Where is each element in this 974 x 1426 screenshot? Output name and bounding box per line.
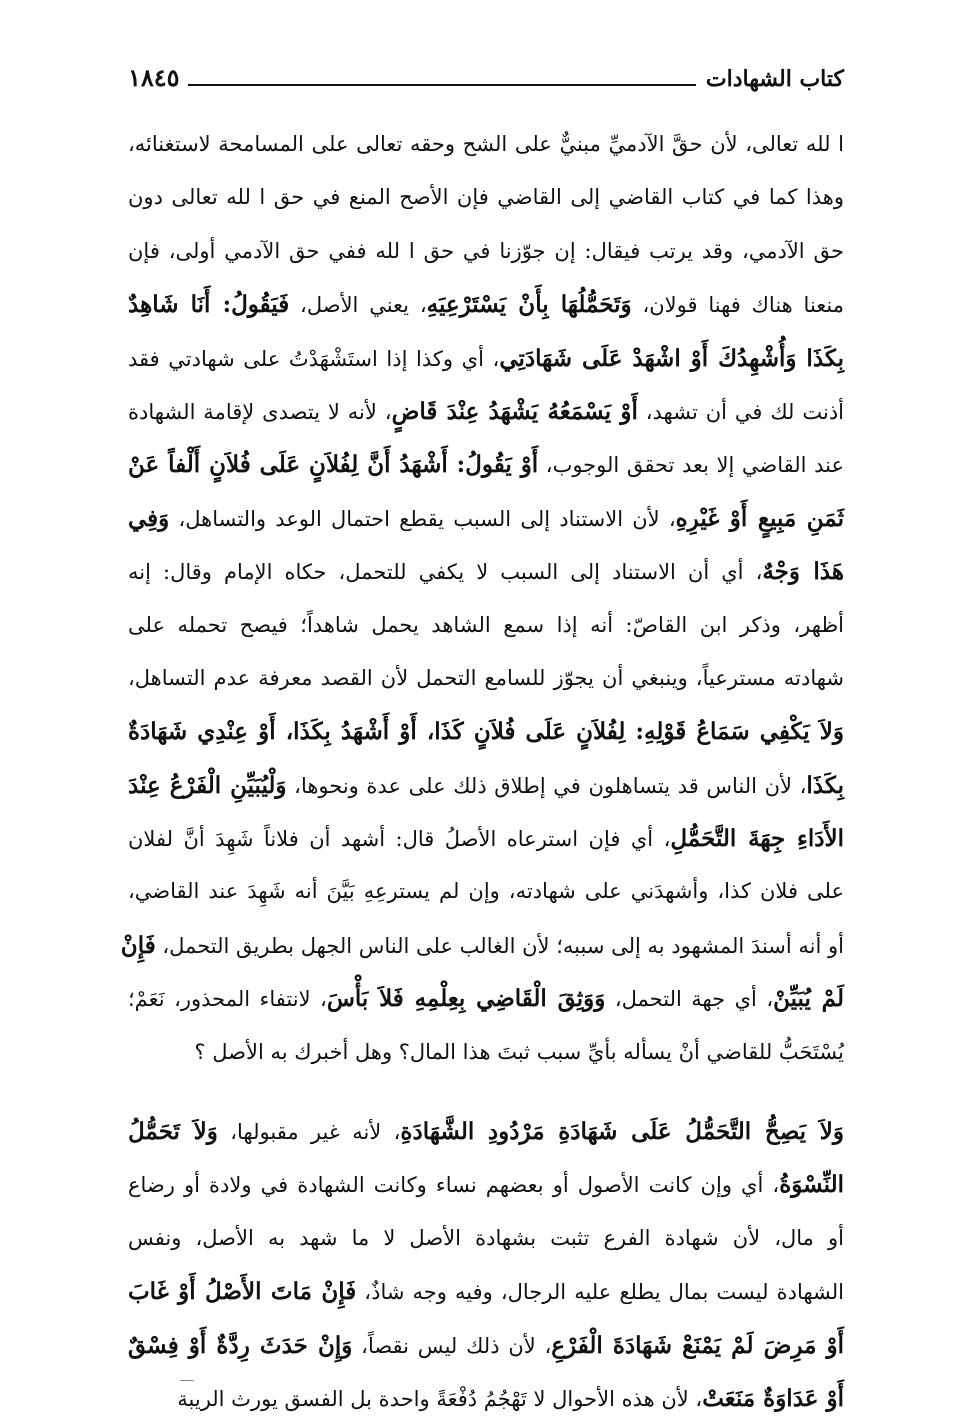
matn-text: وَلاَ تَحَمُّلُ [128, 1118, 218, 1146]
commentary-text: ، أي وكذا إذا استَشْهَدْتُ على شهادتي فقد [128, 346, 500, 371]
commentary-text: ، لأن الناس قد يتساهلون في إطلاق ذلك على عدة ونحوها، [286, 773, 807, 798]
commentary-text: شهادته مسترعياً، وينبغي أن يجوّز للسامع التحمل لأن القصد معرفة عدم التساهل، [128, 665, 844, 690]
commentary-text: أو مال، لأن شهادة الفرع تثبت بشهادة الأصل لا ما شهد به الأصل، ونفس [128, 1225, 844, 1250]
matn-text: وَإِنْ حَدَثَ رِدَّةٌ أَوْ فِسْقٌ [128, 1331, 353, 1359]
matn-text: لَمْ يُبَيِّنْ [773, 985, 844, 1013]
matn-text: وَلاَ يَصِحُّ التَّحَمُّلُ عَلَى شَهَادَةِ مَرْدُودِ الشَّهَادَةِ [400, 1118, 845, 1146]
commentary-text: ، يعني الأصل، [289, 293, 427, 318]
matn-text: فَإِنْ [120, 931, 156, 959]
matn-text: وَفِي [128, 504, 170, 532]
text-line [128, 599, 844, 652]
commentary-text: منعنا هناك فهنا قولان، [631, 293, 844, 318]
matn-text: وَوَثِقَ الْقَاضِي بِعِلْمِهِ فَلاَ بَأْسَ [326, 985, 606, 1013]
text-line [128, 1265, 844, 1318]
commentary-text: ، أي أن الاستناد إلى السبب لا يكفي للتحمل، حكاه الإمام وقال: إنه [128, 560, 763, 585]
text-line [128, 972, 844, 1025]
commentary-text: ا لله تعالى، لأن حقَّ الآدميِّ مبنيٌّ على الشح وحقه تعالى على المسامحة لاستغنائه، [128, 132, 844, 156]
commentary-text: أذنت لك في أن تشهد، [637, 399, 845, 424]
text-line [128, 385, 844, 438]
matn-text: بِكَذَا وَأُشْهِدُكَ أَوْ اشْهَدْ عَلَى شَهَادَتِي [499, 344, 844, 372]
matn-text: النِّسْوَةُ [779, 1171, 844, 1199]
text-line [128, 278, 844, 331]
matn-text: وَتَحَمُّلُهَا بِأَنْ يَسْتَرْعِيَهِ [426, 291, 632, 319]
page-body-text [120, 118, 845, 1425]
commentary-text: حق الآدمي، وقد يرتب فيقال: إن جوّزنا في حق ا لله ففي حق الآدمي أولى، فإن [128, 238, 844, 263]
text-line [128, 1319, 844, 1372]
commentary-text: ، أي فإن استرعاه الأصلُ قال: أشهد أن فلاناً شَهِدَ أنَّ لفلان [128, 827, 671, 852]
text-line [128, 812, 844, 865]
text-line [128, 759, 844, 812]
matn-text: أَوْ يَسْمَعُهُ يَشْهَدُ عِنْدَ قَاضٍ [391, 397, 638, 425]
book-title: كتاب الشهادات [705, 66, 844, 92]
matn-text: بِكَذَا [806, 771, 844, 799]
page-number: ١٨٤٥ [128, 63, 180, 92]
matn-text: الأَدَاءِ جِهَةَ التَّحَمُّلِ [670, 825, 844, 853]
text-line [128, 545, 844, 598]
text-line [128, 332, 844, 385]
text-line [128, 705, 844, 758]
text-line [128, 438, 844, 491]
commentary-text: وهذا كما في كتاب القاضي إلى القاضي فإن الأصح المنع في حق ا لله تعالى دون [128, 185, 844, 210]
header-rule [188, 84, 696, 86]
matn-text: فَيَقُولُ: أَنَا شَاهِدٌ [128, 291, 290, 319]
commentary-text: على فلان كذا، وأشهدَني على شهادته، وإن لم يسترعِهِ بَيَّنَ أنه شَهِدَ عند القاضي، [128, 879, 844, 904]
commentary-text: أو أنه أسندَ المشهود به إلى سببه؛ لأن الغالب على الناس الجهل بطريق التحمل، [155, 933, 844, 958]
commentary-text: ، لأن الاستناد إلى السبب يقطع احتمال الوعد والتساهل، [169, 506, 676, 531]
text-line [128, 1158, 844, 1211]
text-line [128, 652, 844, 705]
paragraph-gap [128, 1079, 844, 1105]
matn-text: ثَمَنِ مَبِيعٍ أَوْ غَيْرِهِ [675, 504, 844, 532]
matn-text: أَوْ يَقُولُ: أَشْهَدُ أَنَّ لِفُلاَنٍ عَلَى فُلاَنٍ أَلْفاً عَنْ [128, 451, 539, 479]
matn-text: هَذَا وَجْهٌ [762, 558, 844, 586]
commentary-text: ، لأن هذه الأحوال لا تَهْجُمُ دُفْعَةً واحدة بل الفسق يورث الريبة [177, 1386, 703, 1411]
text-line [128, 225, 844, 278]
text-line [128, 1212, 844, 1265]
text-line [128, 171, 844, 224]
matn-text: وَلاَ يَكْفِي سَمَاعُ قَوْلِهِ: لِفُلاَنٍ عَلَى فُلاَنٍ كَذَا، أَوْ أَشْهَدُ بِكَذَا، أَوْ عِنْدِي شَهَادَةٌ [128, 718, 844, 746]
matn-text: فَإِنْ مَاتَ الأَصْلُ أَوْ غَابَ [128, 1278, 357, 1306]
commentary-text: الشهادة ليست بمال يطلع عليه الرجال، وفيه وجه شاذٌ، [356, 1280, 844, 1305]
commentary-text: ، أي جهة التحمل، [605, 987, 774, 1012]
text-line [128, 865, 844, 918]
text-line [128, 1105, 844, 1158]
matn-text: أَوْ عَدَاوَةٌ مَنَعَتْ [702, 1384, 844, 1412]
commentary-text: ، لأنه لا يتصدى لإقامة الشهادة [128, 399, 392, 424]
text-line [128, 1372, 844, 1425]
matn-text: أَوْ مَرِضَ لَمْ يَمْنَعْ شَهَادَةَ الْفَرْعِ [551, 1331, 844, 1359]
commentary-text: يُسْتَحَبُّ للقاضي أنْ يسأله بأيِّ سبب ثبتَ هذا المال؟ وهل أخبرك به الأصل ؟ [194, 1039, 844, 1064]
text-line [128, 118, 844, 171]
commentary-text: أظهر، وذكر ابن القاصّ: أنه إذا سمع الشاهد يحمل شاهداً؛ فيصح تحمله على [128, 612, 844, 637]
text-line [120, 919, 844, 972]
commentary-text: ، لأن ذلك ليس نقصاً، [352, 1333, 552, 1358]
commentary-text: ، أي وإن كانت الأصول أو بعضهم نساء وكانت الشهادة في ولادة أو رضاع [128, 1173, 780, 1198]
text-line [128, 1026, 844, 1079]
running-header [128, 58, 844, 92]
commentary-text: عند القاضي إلا بعد تحقق الوجوب، [538, 453, 844, 478]
text-line [128, 492, 844, 545]
commentary-text: ، لأنه غير مقبولها، [217, 1120, 401, 1145]
commentary-text: ، لانتفاء المحذور، نَعَمْ؛ [128, 987, 327, 1012]
matn-text: وَلْيُبَيِّنِ الْفَرْعُ عِنْدَ [128, 771, 287, 799]
bottom-mark [180, 1380, 194, 1381]
